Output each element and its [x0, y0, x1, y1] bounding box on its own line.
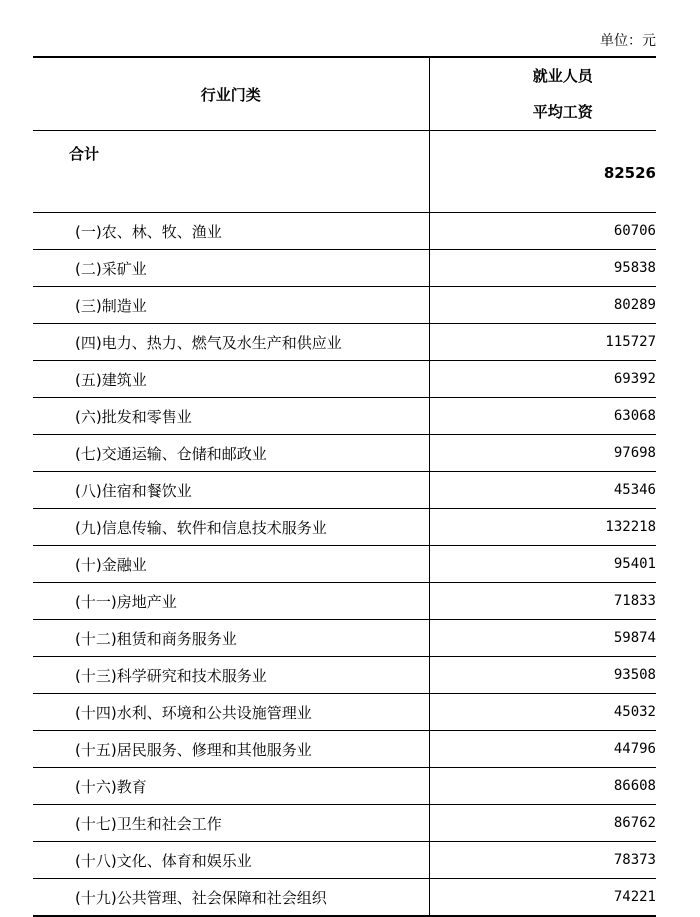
industry-name: (十四)水利、环境和公共设施管理业 — [33, 694, 429, 731]
industry-name: (十二)租赁和商务服务业 — [33, 620, 429, 657]
table-row — [33, 250, 656, 287]
total-value: 82526 — [429, 131, 656, 213]
table-row — [33, 694, 656, 731]
industry-name: (五)建筑业 — [33, 361, 429, 398]
industry-name: (十七)卫生和社会工作 — [33, 805, 429, 842]
average-wage: 74221 — [429, 879, 656, 917]
average-wage: 97698 — [429, 435, 656, 472]
table-row — [33, 583, 656, 620]
industry-name: (十九)公共管理、社会保障和社会组织 — [33, 879, 429, 917]
average-wage: 63068 — [429, 398, 656, 435]
average-wage: 86762 — [429, 805, 656, 842]
table-row — [33, 435, 656, 472]
wage-column-header — [429, 57, 656, 131]
table-row — [33, 509, 656, 546]
average-wage: 80289 — [429, 287, 656, 324]
average-wage: 69392 — [429, 361, 656, 398]
wage-header-line1: 就业人员 — [532, 67, 593, 85]
total-row — [33, 131, 656, 213]
table-header-row — [33, 57, 656, 131]
industry-column-header: 行业门类 — [33, 57, 429, 131]
average-wage: 78373 — [429, 842, 656, 879]
average-wage: 115727 — [429, 324, 656, 361]
average-wage: 95838 — [429, 250, 656, 287]
total-label: 合计 — [33, 131, 429, 213]
industry-name: (三)制造业 — [33, 287, 429, 324]
table-row — [33, 768, 656, 805]
table-row — [33, 805, 656, 842]
table-row — [33, 213, 656, 250]
industry-name: (四)电力、热力、燃气及水生产和供应业 — [33, 324, 429, 361]
industry-name: (十六)教育 — [33, 768, 429, 805]
table-row — [33, 731, 656, 768]
industry-name: (十五)居民服务、修理和其他服务业 — [33, 731, 429, 768]
industry-name: (九)信息传输、软件和信息技术服务业 — [33, 509, 429, 546]
industry-name: (一)农、林、牧、渔业 — [33, 213, 429, 250]
wage-header-line2: 平均工资 — [532, 103, 593, 121]
average-wage: 93508 — [429, 657, 656, 694]
average-wage: 45346 — [429, 472, 656, 509]
average-wage: 45032 — [429, 694, 656, 731]
table-row — [33, 657, 656, 694]
average-wage: 59874 — [429, 620, 656, 657]
table-row — [33, 879, 656, 917]
unit-label: 单位：元 — [600, 33, 656, 49]
industry-name: (十三)科学研究和技术服务业 — [33, 657, 429, 694]
average-wage: 71833 — [429, 583, 656, 620]
average-wage: 44796 — [429, 731, 656, 768]
industry-name: (二)采矿业 — [33, 250, 429, 287]
average-wage: 132218 — [429, 509, 656, 546]
table-row — [33, 546, 656, 583]
table-row — [33, 842, 656, 879]
industry-name: (十八)文化、体育和娱乐业 — [33, 842, 429, 879]
average-wage: 60706 — [429, 213, 656, 250]
industry-name: (七)交通运输、仓储和邮政业 — [33, 435, 429, 472]
table-row — [33, 398, 656, 435]
industry-name: (十一)房地产业 — [33, 583, 429, 620]
average-wage: 95401 — [429, 546, 656, 583]
industry-name: (六)批发和零售业 — [33, 398, 429, 435]
industry-name: (八)住宿和餐饮业 — [33, 472, 429, 509]
wage-table — [33, 56, 656, 917]
table-row — [33, 472, 656, 509]
table-row — [33, 361, 656, 398]
average-wage: 86608 — [429, 768, 656, 805]
industry-name: (十)金融业 — [33, 546, 429, 583]
table-row — [33, 287, 656, 324]
table-row — [33, 620, 656, 657]
table-row — [33, 324, 656, 361]
